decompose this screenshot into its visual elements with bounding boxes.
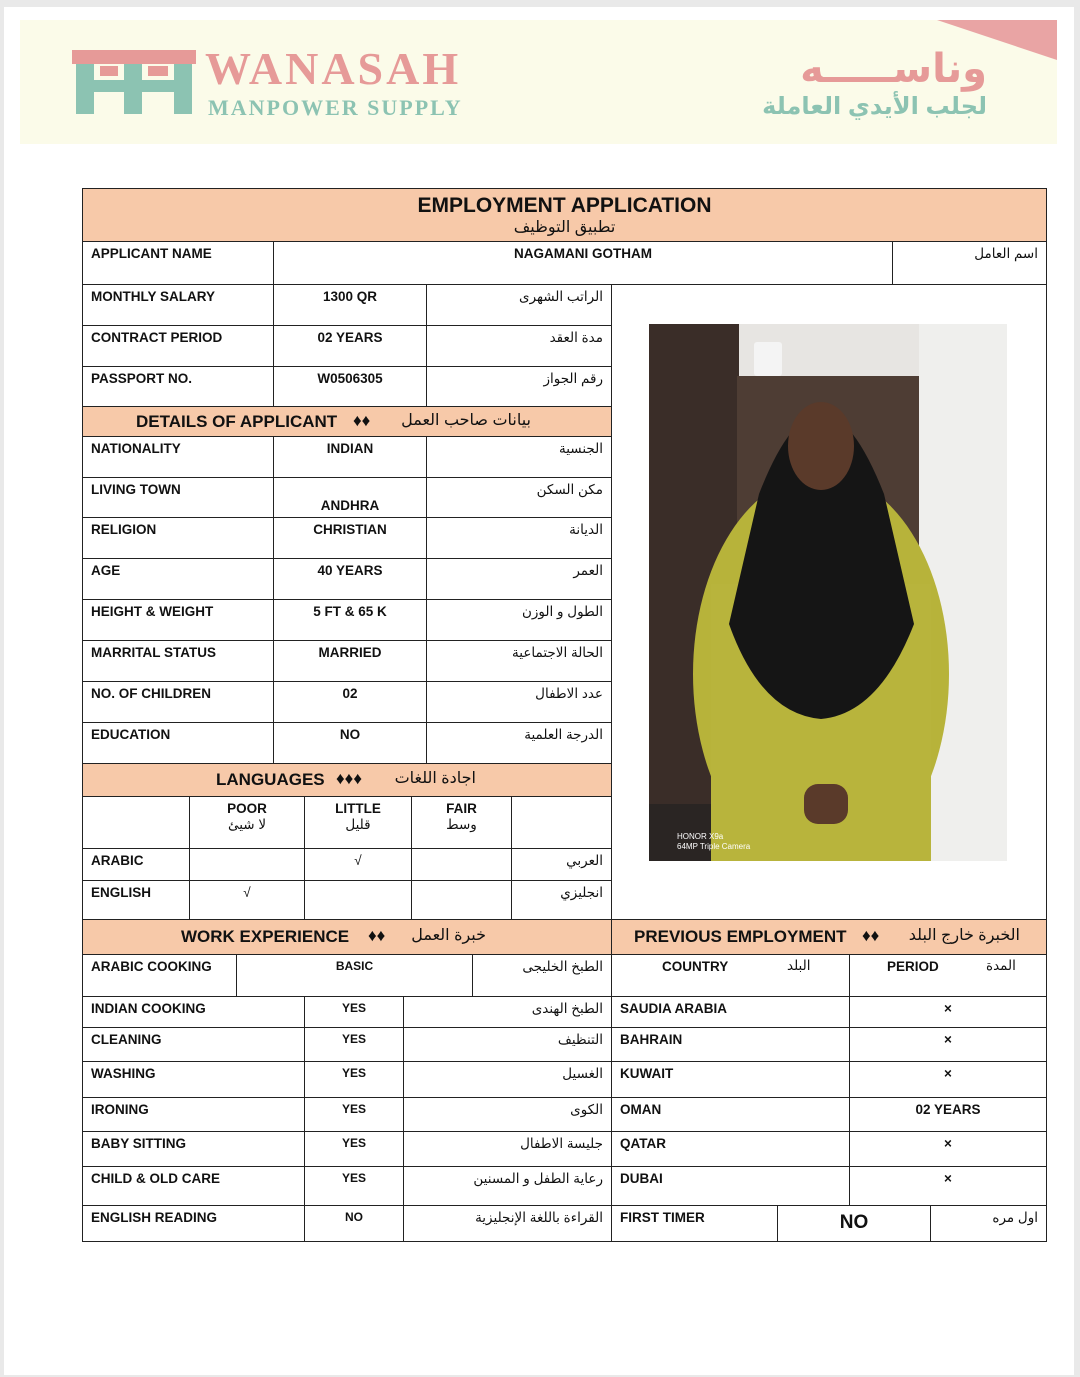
cleaning-value: YES xyxy=(305,1028,404,1062)
ironing-label-ar: الكوى xyxy=(404,1098,612,1132)
form-title-en: EMPLOYMENT APPLICATION xyxy=(417,194,712,217)
lang-header-blank-right xyxy=(512,797,612,849)
previous-title-ar: الخبرة خارج البلد xyxy=(908,927,1020,944)
previous-employment-header xyxy=(612,920,1046,955)
previous-diamonds: ♦♦ xyxy=(862,926,880,945)
languages-header xyxy=(83,764,612,797)
lang-arabic-fair xyxy=(412,849,512,881)
work-title-en: WORK EXPERIENCE xyxy=(181,927,350,946)
contract-period-value: 02 YEARS xyxy=(274,326,427,367)
country-column-header xyxy=(612,955,850,997)
brand-name: WANASAH xyxy=(205,43,462,94)
religion-label-ar: الديانة xyxy=(427,518,612,559)
lang-english-poor: √ xyxy=(190,881,305,920)
country-oman: OMAN xyxy=(612,1098,850,1132)
education-label-ar: الدرجة العلمية xyxy=(427,723,612,764)
brand-tagline-arabic: لجلب الأيدي العاملة xyxy=(762,93,987,120)
arabic-cooking-label-ar: الطبخ الخليجى xyxy=(473,955,612,997)
applicant-photo-image xyxy=(649,324,1007,861)
nationality-label: NATIONALITY xyxy=(83,437,274,478)
details-diamonds: ♦♦ xyxy=(353,411,371,430)
lang-english-little xyxy=(305,881,412,920)
period-dubai: × xyxy=(850,1167,1046,1206)
period-kuwait: × xyxy=(850,1062,1046,1098)
lang-level-fair xyxy=(412,797,512,849)
applicant-name-label: APPLICANT NAME xyxy=(83,242,274,285)
living-town-label-ar: مكن السكن xyxy=(427,478,612,518)
first-timer-value: NO xyxy=(778,1206,931,1241)
lang-level-poor-en: POOR xyxy=(227,801,267,816)
marital-status-label-ar: الحالة الاجتماعية xyxy=(427,641,612,682)
monthly-salary-label: MONTHLY SALARY xyxy=(83,285,274,326)
details-title-ar: بيانات صاحب العمل xyxy=(401,412,531,429)
children-label-ar: عدد الاطفال xyxy=(427,682,612,723)
period-qatar: × xyxy=(850,1132,1046,1167)
lang-arabic-little: √ xyxy=(305,849,412,881)
first-timer-label-ar: اول مره xyxy=(992,1210,1038,1225)
contract-period-label: CONTRACT PERIOD xyxy=(83,326,274,367)
lang-level-poor-ar: لا شيئ xyxy=(227,817,267,833)
baby-sitting-value: YES xyxy=(305,1132,404,1167)
ironing-label: IRONING xyxy=(83,1098,305,1132)
brand-tagline: MANPOWER SUPPLY xyxy=(208,95,463,120)
lang-arabic-poor xyxy=(190,849,305,881)
height-weight-value: 5 FT & 65 K xyxy=(274,600,427,641)
country-qatar: QATAR xyxy=(612,1132,850,1167)
washing-label: WASHING xyxy=(83,1062,305,1098)
first-timer-label: FIRST TIMER xyxy=(612,1206,778,1241)
lang-level-poor xyxy=(190,797,305,849)
brand-name-arabic: وناســـــه xyxy=(800,47,987,91)
period-header-ar: المدة xyxy=(986,958,1016,973)
cleaning-label-ar: التنظيف xyxy=(404,1028,612,1062)
lang-arabic-label: ARABIC xyxy=(83,849,190,881)
cleaning-label: CLEANING xyxy=(83,1028,305,1062)
age-label-ar: العمر xyxy=(427,559,612,600)
details-header xyxy=(83,407,612,437)
height-weight-label: HEIGHT & WEIGHT xyxy=(83,600,274,641)
period-bahrain: × xyxy=(850,1028,1046,1062)
details-title-en: DETAILS OF APPLICANT xyxy=(136,412,338,431)
applicant-name-label-ar: اسم العامل xyxy=(893,242,1046,285)
languages-diamonds: ♦♦♦ xyxy=(336,769,363,788)
lang-english-label: ENGLISH xyxy=(83,881,190,920)
washing-value: YES xyxy=(305,1062,404,1098)
arabic-cooking-value: BASIC xyxy=(237,955,473,997)
arabic-cooking-label: ARABIC COOKING xyxy=(83,955,237,997)
lang-level-fair-ar: وسط xyxy=(446,817,477,833)
monthly-salary-value: 1300 QR xyxy=(274,285,427,326)
children-value: 02 xyxy=(274,682,427,723)
child-old-care-value: YES xyxy=(305,1167,404,1206)
age-label: AGE xyxy=(83,559,274,600)
lang-english-fair xyxy=(412,881,512,920)
education-label: EDUCATION xyxy=(83,723,274,764)
lang-arabic-label-ar: العربي xyxy=(512,849,612,881)
monthly-salary-label-ar: الراتب الشهرى xyxy=(427,285,612,326)
photo-watermark-2: 64MP Triple Camera xyxy=(677,842,751,851)
work-experience-header xyxy=(83,920,612,955)
indian-cooking-label: INDIAN COOKING xyxy=(83,997,305,1028)
lang-header-blank xyxy=(83,797,190,849)
lang-level-little xyxy=(305,797,412,849)
applicant-photo xyxy=(649,324,1007,861)
age-value: 40 YEARS xyxy=(274,559,427,600)
washing-label-ar: الغسيل xyxy=(404,1062,612,1098)
nationality-value: INDIAN xyxy=(274,437,427,478)
applicant-name-value: NAGAMANI GOTHAM xyxy=(274,242,893,285)
passport-label-ar: رقم الجواز xyxy=(427,367,612,407)
period-header-en: PERIOD xyxy=(887,959,939,974)
passport-value: W0506305 xyxy=(274,367,427,407)
religion-label: RELIGION xyxy=(83,518,274,559)
living-town-label: LIVING TOWN xyxy=(83,478,274,518)
company-banner xyxy=(20,20,1057,144)
period-column-header xyxy=(850,955,1046,997)
photo-watermark-1: HONOR X9a xyxy=(677,832,724,841)
country-header-en: COUNTRY xyxy=(662,959,729,974)
previous-title-en: PREVIOUS EMPLOYMENT xyxy=(634,927,847,946)
baby-sitting-label: BABY SITTING xyxy=(83,1132,305,1167)
company-logo-icon xyxy=(72,50,196,114)
form-title xyxy=(83,189,1046,242)
indian-cooking-value: YES xyxy=(305,997,404,1028)
child-old-care-label: CHILD & OLD CARE xyxy=(83,1167,305,1206)
english-reading-value: NO xyxy=(305,1206,404,1241)
country-header-ar: البلد xyxy=(787,958,811,973)
child-old-care-label-ar: رعاية الطفل و المسنين xyxy=(404,1167,612,1206)
height-weight-label-ar: الطول و الوزن xyxy=(427,600,612,641)
indian-cooking-label-ar: الطبخ الهندى xyxy=(404,997,612,1028)
work-title-ar: خبرة العمل xyxy=(411,927,486,944)
religion-value: CHRISTIAN xyxy=(274,518,427,559)
english-reading-label: ENGLISH READING xyxy=(83,1206,305,1241)
passport-label: PASSPORT NO. xyxy=(83,367,274,407)
country-dubai: DUBAI xyxy=(612,1167,850,1206)
living-town-value: ANDHRA xyxy=(274,478,427,518)
country-kuwait: KUWAIT xyxy=(612,1062,850,1098)
country-saudi: SAUDIA ARABIA xyxy=(612,997,850,1028)
languages-title-en: LANGUAGES xyxy=(216,770,325,789)
form-title-ar: تطبيق التوظيف xyxy=(513,219,616,237)
lang-level-fair-en: FAIR xyxy=(446,801,477,816)
lang-level-little-en: LITTLE xyxy=(335,801,381,816)
education-value: NO xyxy=(274,723,427,764)
nationality-label-ar: الجنسية xyxy=(427,437,612,478)
period-oman: 02 YEARS xyxy=(850,1098,1046,1132)
lang-english-label-ar: انجليزي xyxy=(512,881,612,920)
period-saudi: × xyxy=(850,997,1046,1028)
work-diamonds: ♦♦ xyxy=(368,926,386,945)
english-reading-label-ar: القراءة باللغة الإنجليزية xyxy=(404,1206,612,1241)
baby-sitting-label-ar: جليسة الاطفال xyxy=(404,1132,612,1167)
country-bahrain: BAHRAIN xyxy=(612,1028,850,1062)
languages-title-ar: اجادة اللغات xyxy=(394,770,476,787)
contract-period-label-ar: مدة العقد xyxy=(427,326,612,367)
lang-level-little-ar: قليل xyxy=(345,817,371,833)
ironing-value: YES xyxy=(305,1098,404,1132)
marital-status-label: MARRITAL STATUS xyxy=(83,641,274,682)
marital-status-value: MARRIED xyxy=(274,641,427,682)
employment-application-form xyxy=(82,188,1047,1242)
children-label: NO. OF CHILDREN xyxy=(83,682,274,723)
